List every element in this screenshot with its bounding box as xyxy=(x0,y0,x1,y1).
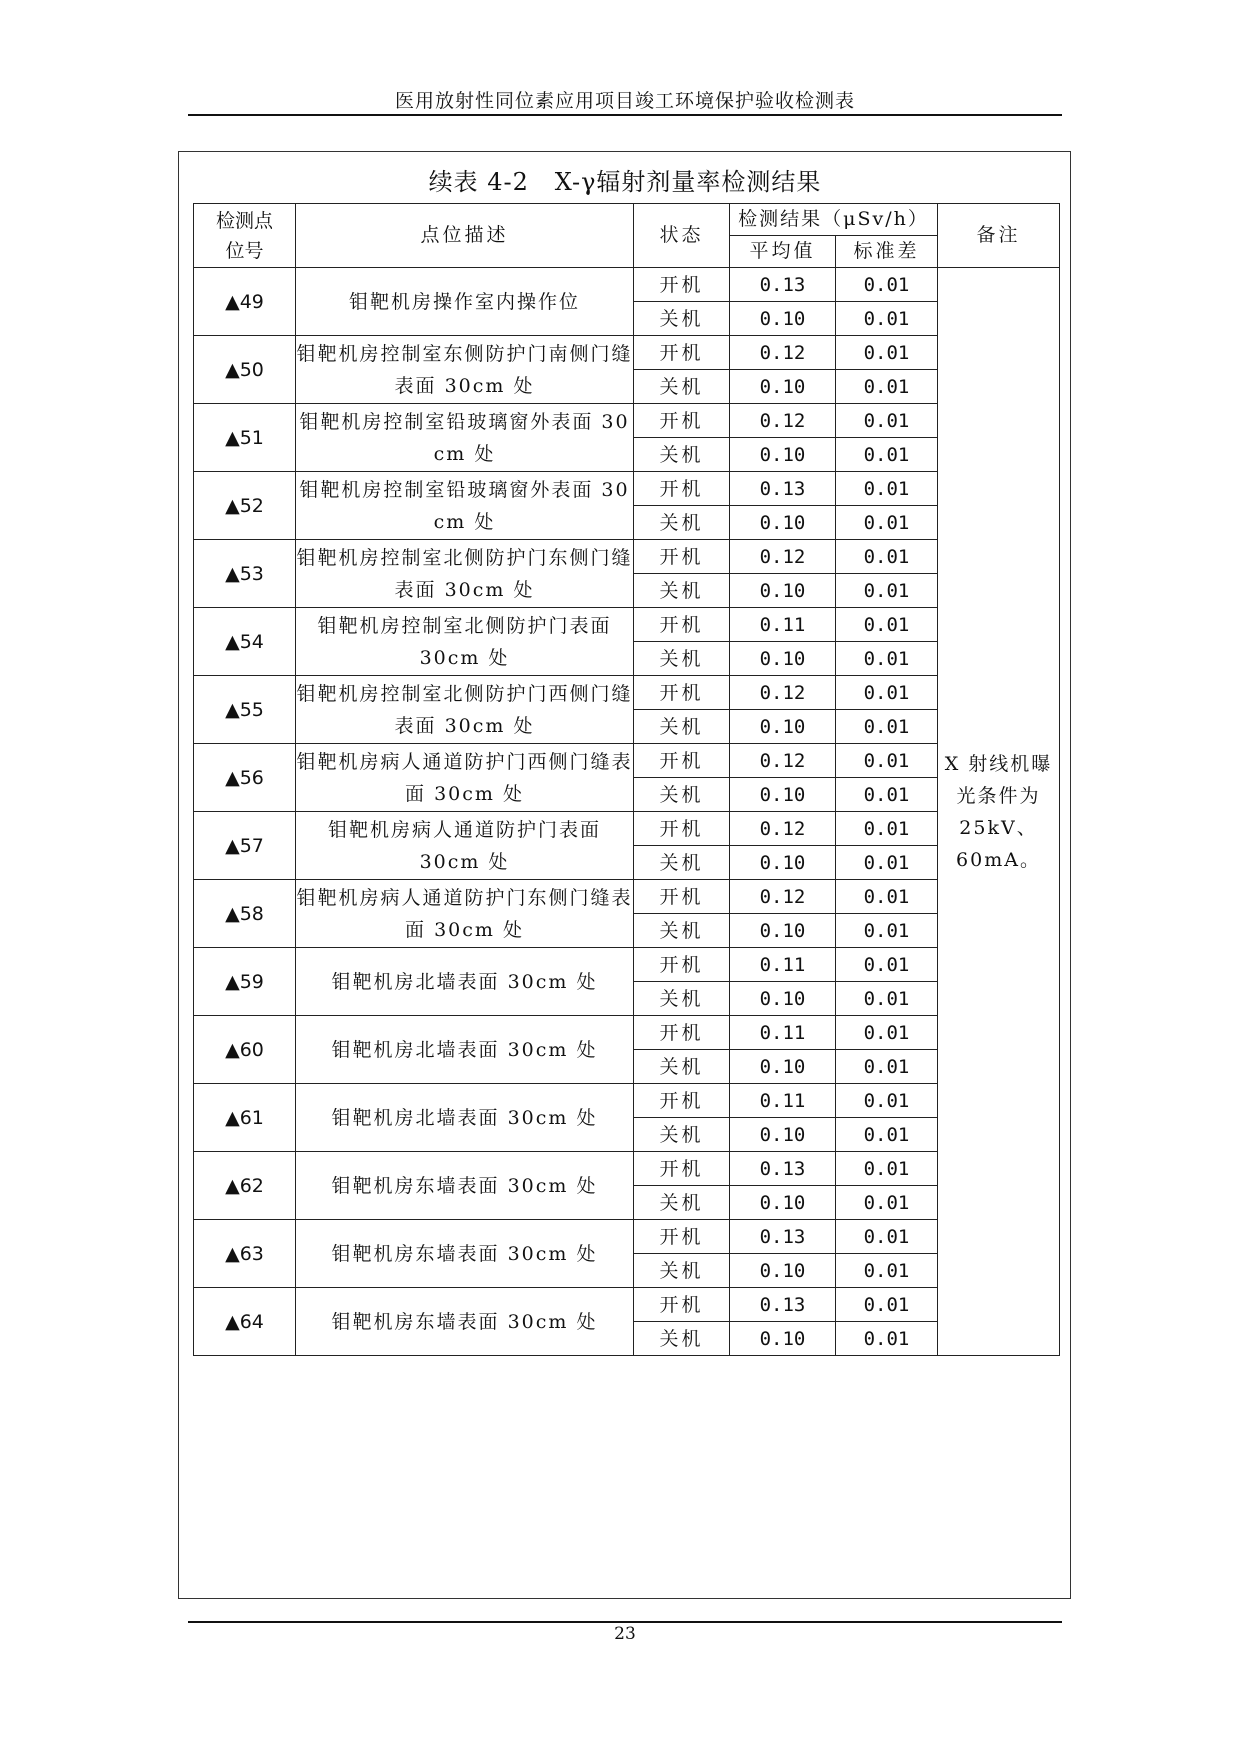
point-description-cell: 钼靶机房控制室北侧防护门东侧门缝表面 30cm 处 xyxy=(296,540,634,608)
state-cell: 关机 xyxy=(634,1322,730,1356)
state-cell: 关机 xyxy=(634,370,730,404)
point-description-cell: 钼靶机房控制室北侧防护门表面 30cm 处 xyxy=(296,608,634,676)
point-no-cell: ▲56 xyxy=(194,744,296,812)
std-cell: 0.01 xyxy=(836,710,938,744)
std-cell: 0.01 xyxy=(836,608,938,642)
point-description-cell: 钼靶机房控制室铅玻璃窗外表面 30 cm 处 xyxy=(296,472,634,540)
std-cell: 0.01 xyxy=(836,948,938,982)
avg-cell: 0.11 xyxy=(730,948,836,982)
table-body xyxy=(194,268,1060,1356)
header-point-no: 检测点 位号 xyxy=(194,204,296,268)
state-cell: 关机 xyxy=(634,914,730,948)
std-cell: 0.01 xyxy=(836,982,938,1016)
table-row xyxy=(194,268,1060,302)
avg-cell: 0.10 xyxy=(730,982,836,1016)
avg-cell: 0.12 xyxy=(730,812,836,846)
point-no-cell: ▲60 xyxy=(194,1016,296,1084)
state-cell: 开机 xyxy=(634,1220,730,1254)
state-cell: 开机 xyxy=(634,268,730,302)
std-cell: 0.01 xyxy=(836,404,938,438)
avg-cell: 0.10 xyxy=(730,846,836,880)
state-cell: 关机 xyxy=(634,1186,730,1220)
avg-cell: 0.13 xyxy=(730,1152,836,1186)
table-row xyxy=(194,676,1060,710)
point-description-cell: 钼靶机房东墙表面 30cm 处 xyxy=(296,1288,634,1356)
avg-cell: 0.11 xyxy=(730,608,836,642)
point-no-cell: ▲59 xyxy=(194,948,296,1016)
avg-cell: 0.10 xyxy=(730,914,836,948)
state-cell: 关机 xyxy=(634,982,730,1016)
state-cell: 开机 xyxy=(634,676,730,710)
state-cell: 开机 xyxy=(634,1084,730,1118)
point-no-cell: ▲63 xyxy=(194,1220,296,1288)
state-cell: 开机 xyxy=(634,540,730,574)
state-cell: 关机 xyxy=(634,438,730,472)
table-row xyxy=(194,1220,1060,1254)
point-description-cell: 钼靶机房控制室北侧防护门西侧门缝表面 30cm 处 xyxy=(296,676,634,744)
point-description-cell: 钼靶机房操作室内操作位 xyxy=(296,268,634,336)
point-no-cell: ▲51 xyxy=(194,404,296,472)
std-cell: 0.01 xyxy=(836,1050,938,1084)
header-result: 检测结果（μSv/h） xyxy=(730,204,938,236)
state-cell: 开机 xyxy=(634,472,730,506)
avg-cell: 0.13 xyxy=(730,1220,836,1254)
point-description-cell: 钼靶机房北墙表面 30cm 处 xyxy=(296,1084,634,1152)
std-cell: 0.01 xyxy=(836,1254,938,1288)
std-cell: 0.01 xyxy=(836,438,938,472)
point-description-cell: 钼靶机房控制室东侧防护门南侧门缝表面 30cm 处 xyxy=(296,336,634,404)
point-description-cell: 钼靶机房东墙表面 30cm 处 xyxy=(296,1152,634,1220)
avg-cell: 0.10 xyxy=(730,1322,836,1356)
table-header xyxy=(194,204,1060,268)
avg-cell: 0.10 xyxy=(730,302,836,336)
std-cell: 0.01 xyxy=(836,676,938,710)
std-cell: 0.01 xyxy=(836,880,938,914)
avg-cell: 0.13 xyxy=(730,1288,836,1322)
point-no-cell: ▲58 xyxy=(194,880,296,948)
avg-cell: 0.13 xyxy=(730,268,836,302)
dose-rate-table xyxy=(193,203,1060,1356)
std-cell: 0.01 xyxy=(836,1220,938,1254)
avg-cell: 0.10 xyxy=(730,574,836,608)
avg-cell: 0.12 xyxy=(730,880,836,914)
std-cell: 0.01 xyxy=(836,370,938,404)
std-cell: 0.01 xyxy=(836,744,938,778)
state-cell: 开机 xyxy=(634,812,730,846)
header-description: 点位描述 xyxy=(296,204,634,268)
table-row xyxy=(194,1016,1060,1050)
table-row xyxy=(194,1084,1060,1118)
point-no-cell: ▲54 xyxy=(194,608,296,676)
avg-cell: 0.10 xyxy=(730,506,836,540)
std-cell: 0.01 xyxy=(836,1186,938,1220)
state-cell: 关机 xyxy=(634,710,730,744)
table-row xyxy=(194,472,1060,506)
std-cell: 0.01 xyxy=(836,778,938,812)
point-description-cell: 钼靶机房病人通道防护门表面 30cm 处 xyxy=(296,812,634,880)
point-no-cell: ▲49 xyxy=(194,268,296,336)
avg-cell: 0.12 xyxy=(730,540,836,574)
point-no-cell: ▲62 xyxy=(194,1152,296,1220)
state-cell: 开机 xyxy=(634,880,730,914)
table-row xyxy=(194,1152,1060,1186)
table-row xyxy=(194,880,1060,914)
avg-cell: 0.10 xyxy=(730,1118,836,1152)
note-cell: X 射线机曝光条件为 25kV、60mA。 xyxy=(938,268,1060,1356)
avg-cell: 0.10 xyxy=(730,642,836,676)
state-cell: 关机 xyxy=(634,1254,730,1288)
state-cell: 开机 xyxy=(634,1016,730,1050)
std-cell: 0.01 xyxy=(836,506,938,540)
table-row xyxy=(194,1288,1060,1322)
state-cell: 开机 xyxy=(634,1152,730,1186)
footer-rule xyxy=(188,1621,1062,1623)
point-description-cell: 钼靶机房病人通道防护门东侧门缝表面 30cm 处 xyxy=(296,880,634,948)
avg-cell: 0.10 xyxy=(730,1050,836,1084)
table-title: 续表 4-2 X-γ辐射剂量率检测结果 xyxy=(428,168,822,196)
state-cell: 关机 xyxy=(634,1050,730,1084)
point-description-cell: 钼靶机房病人通道防护门西侧门缝表面 30cm 处 xyxy=(296,744,634,812)
point-no-cell: ▲50 xyxy=(194,336,296,404)
state-cell: 关机 xyxy=(634,642,730,676)
point-description-cell: 钼靶机房北墙表面 30cm 处 xyxy=(296,1016,634,1084)
state-cell: 关机 xyxy=(634,506,730,540)
point-no-cell: ▲53 xyxy=(194,540,296,608)
avg-cell: 0.10 xyxy=(730,710,836,744)
avg-cell: 0.11 xyxy=(730,1084,836,1118)
table-row xyxy=(194,948,1060,982)
std-cell: 0.01 xyxy=(836,472,938,506)
point-no-cell: ▲52 xyxy=(194,472,296,540)
page-number: 23 xyxy=(614,1624,636,1644)
point-no-cell: ▲64 xyxy=(194,1288,296,1356)
header-state: 状态 xyxy=(634,204,730,268)
std-cell: 0.01 xyxy=(836,846,938,880)
std-cell: 0.01 xyxy=(836,574,938,608)
std-cell: 0.01 xyxy=(836,1288,938,1322)
std-cell: 0.01 xyxy=(836,1016,938,1050)
point-description-cell: 钼靶机房控制室铅玻璃窗外表面 30 cm 处 xyxy=(296,404,634,472)
point-no-cell: ▲55 xyxy=(194,676,296,744)
std-cell: 0.01 xyxy=(836,540,938,574)
state-cell: 开机 xyxy=(634,404,730,438)
header-avg: 平均值 xyxy=(730,236,836,268)
state-cell: 开机 xyxy=(634,1288,730,1322)
page-header-title: 医用放射性同位素应用项目竣工环境保护验收检测表 xyxy=(394,90,855,112)
state-cell: 关机 xyxy=(634,1118,730,1152)
avg-cell: 0.12 xyxy=(730,336,836,370)
state-cell: 关机 xyxy=(634,846,730,880)
std-cell: 0.01 xyxy=(836,336,938,370)
avg-cell: 0.12 xyxy=(730,404,836,438)
avg-cell: 0.12 xyxy=(730,676,836,710)
std-cell: 0.01 xyxy=(836,914,938,948)
std-cell: 0.01 xyxy=(836,812,938,846)
table-row xyxy=(194,540,1060,574)
table-row xyxy=(194,812,1060,846)
std-cell: 0.01 xyxy=(836,268,938,302)
point-no-cell: ▲57 xyxy=(194,812,296,880)
std-cell: 0.01 xyxy=(836,302,938,336)
avg-cell: 0.12 xyxy=(730,744,836,778)
state-cell: 关机 xyxy=(634,302,730,336)
state-cell: 关机 xyxy=(634,574,730,608)
state-cell: 开机 xyxy=(634,744,730,778)
table-row xyxy=(194,608,1060,642)
table-row xyxy=(194,404,1060,438)
avg-cell: 0.10 xyxy=(730,370,836,404)
std-cell: 0.01 xyxy=(836,1152,938,1186)
avg-cell: 0.10 xyxy=(730,1186,836,1220)
state-cell: 开机 xyxy=(634,608,730,642)
point-description-cell: 钼靶机房北墙表面 30cm 处 xyxy=(296,948,634,1016)
std-cell: 0.01 xyxy=(836,1118,938,1152)
std-cell: 0.01 xyxy=(836,642,938,676)
avg-cell: 0.13 xyxy=(730,472,836,506)
std-cell: 0.01 xyxy=(836,1322,938,1356)
table-row xyxy=(194,744,1060,778)
point-no-cell: ▲61 xyxy=(194,1084,296,1152)
header-std: 标准差 xyxy=(836,236,938,268)
state-cell: 开机 xyxy=(634,336,730,370)
avg-cell: 0.10 xyxy=(730,778,836,812)
header-note: 备注 xyxy=(938,204,1060,268)
avg-cell: 0.11 xyxy=(730,1016,836,1050)
point-description-cell: 钼靶机房东墙表面 30cm 处 xyxy=(296,1220,634,1288)
state-cell: 开机 xyxy=(634,948,730,982)
avg-cell: 0.10 xyxy=(730,438,836,472)
table-row xyxy=(194,336,1060,370)
header-rule xyxy=(188,114,1062,116)
state-cell: 关机 xyxy=(634,778,730,812)
std-cell: 0.01 xyxy=(836,1084,938,1118)
avg-cell: 0.10 xyxy=(730,1254,836,1288)
